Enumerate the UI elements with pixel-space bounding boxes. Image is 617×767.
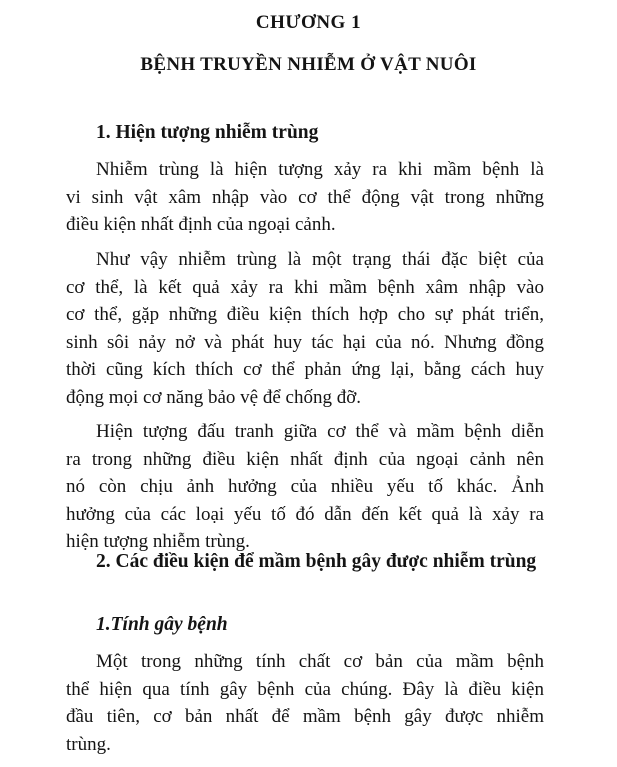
paragraph-1 [66, 156, 544, 239]
paragraph-line: đầu tiên, cơ bản nhất để mầm bệnh gây được nhiễm [66, 706, 544, 728]
chapter-title: BỆNH TRUYỀN NHIỄM Ở VẬT NUÔI [140, 54, 477, 75]
paragraph-line: cơ thể, là kết quả xảy ra khi mầm bệnh xâm nhập vào [66, 276, 544, 298]
paragraph-line: Nhiễm trùng là hiện tượng xảy ra khi mầm bệnh là [96, 159, 544, 180]
paragraph-line: hưởng của các loại yếu tố đó dẫn đến kết quả là xảy ra [66, 503, 544, 525]
paragraph-line: cơ thể, gặp những điều kiện thích hợp cho sự phát triển, [66, 304, 544, 326]
chapter-label: CHƯƠNG 1 [255, 12, 362, 33]
paragraph-2 [66, 246, 544, 412]
paragraph-line: Một trong những tính chất cơ bản của mầm bệnh [96, 651, 544, 672]
paragraph-4 [66, 648, 544, 758]
paragraph-line: động mọi cơ năng bảo vệ để chống đỡ. [66, 386, 362, 408]
paragraph-line: nó còn chịu ảnh hưởng của nhiều yếu tố khác. Ảnh [66, 476, 544, 498]
paragraph-line: thời cũng kích thích cơ thể phản ứng lại, bằng cách huy [66, 359, 544, 381]
section-2-heading: 2. Các điều kiện để mầm bệnh gây được nhiễm trùng [96, 551, 537, 572]
paragraph-3 [66, 418, 544, 556]
paragraph-line: Như vậy nhiễm trùng là một trạng thái đặc biệt của [96, 249, 544, 270]
section-1-heading: 1. Hiện tượng nhiễm trùng [96, 122, 319, 143]
paragraph-line: sinh sôi nảy nở và phát huy tác hại của nó. Nhưng đồng [66, 331, 544, 353]
paragraph-line: thể hiện qua tính gây bệnh của chúng. Đây là điều kiện [66, 678, 544, 700]
paragraph-line: Hiện tượng đấu tranh giữa cơ thể và mầm bệnh diễn [96, 421, 544, 442]
paragraph-line: hiện tượng nhiễm trùng. [66, 531, 250, 553]
subsection-2-1-heading: 1.Tính gây bệnh [96, 614, 228, 635]
paragraph-line: vi sinh vật xâm nhập vào cơ thể động vật trong những [66, 186, 544, 208]
paragraph-line: điều kiện nhất định của ngoại cảnh. [66, 214, 336, 236]
paragraph-line: ra trong những điều kiện nhất định của ngoại cảnh nên [66, 448, 544, 470]
paragraph-line: trùng. [66, 733, 111, 755]
